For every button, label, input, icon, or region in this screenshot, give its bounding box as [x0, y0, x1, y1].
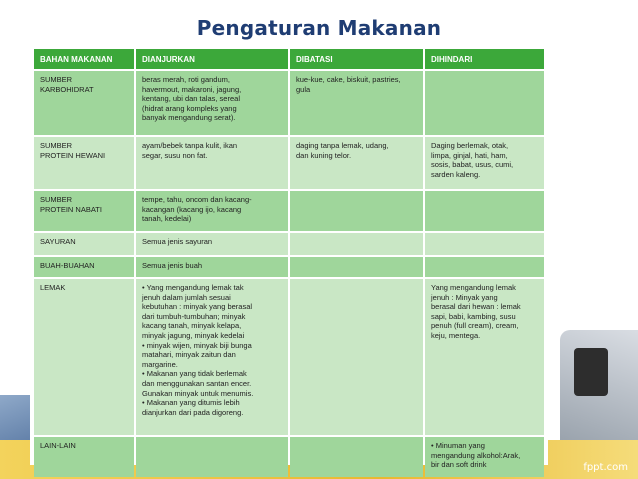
cell-text-line: • Makanan yang tidak berlemak	[142, 369, 247, 379]
cell-dihindari	[425, 233, 544, 255]
cell-text-line: KARBOHIDRAT	[40, 84, 94, 94]
cell-text-line: daging tanpa lemak, udang,	[296, 141, 389, 150]
header-bahan-makanan: BAHAN MAKANAN	[34, 49, 134, 69]
cell-text-line: Semua jenis buah	[142, 261, 203, 270]
cell-text-line: kentang, ubi dan talas, sereal	[142, 94, 240, 104]
cell-text-line: kue-kue, cake, biskuit, pastries,	[296, 75, 401, 84]
cell-text-line: Yang mengandung lemak	[431, 283, 516, 292]
cell-text-line: limpa, ginjal, hati, ham,	[431, 150, 508, 160]
cell-text-line: SUMBER	[40, 195, 73, 204]
table-row	[34, 71, 544, 135]
cell-dianjurkan	[136, 233, 288, 255]
cell-dianjurkan	[136, 191, 288, 231]
cell-text-line: dan kuning telor.	[296, 150, 352, 160]
cell-dianjurkan	[136, 71, 288, 135]
cell-dibatasi	[290, 279, 423, 435]
cell-bahan	[34, 437, 134, 477]
cell-dihindari	[425, 257, 544, 277]
cell-text-line: sapi, babi, kambing, susu	[431, 311, 516, 321]
cell-bahan	[34, 279, 134, 435]
cell-bahan	[34, 71, 134, 135]
cell-text-line: matahari, minyak zaitun dan	[142, 350, 236, 360]
cell-text-line: Gunakan minyak untuk menumis.	[142, 388, 254, 398]
cell-text-line: tanah, kedelai)	[142, 214, 192, 224]
cell-text-line: kebutuhan : minyak yang berasal	[142, 302, 253, 312]
cell-text-line: BUAH-BUAHAN	[40, 261, 95, 270]
table-row	[34, 437, 544, 477]
cell-text-line: (hidrat arang kompleks yang	[142, 103, 237, 113]
cell-text-line: kacangan (kacang ijo, kacang	[142, 204, 242, 214]
cell-dihindari	[425, 71, 544, 135]
cell-text-line: SAYURAN	[40, 237, 76, 246]
diet-table	[32, 47, 546, 479]
cell-text-line: Daging berlemak, otak,	[431, 141, 509, 150]
cell-dianjurkan	[136, 137, 288, 189]
cell-dianjurkan	[136, 279, 288, 435]
watermark: fppt.com	[583, 462, 628, 473]
cell-text-line: Semua jenis sayuran	[142, 237, 213, 246]
table-row	[34, 191, 544, 231]
cell-text-line: berasal dari hewan : lemak	[431, 302, 521, 312]
table-row	[34, 137, 544, 189]
cell-text-line: havermout, makaroni, jagung,	[142, 84, 242, 94]
table-row	[34, 257, 544, 277]
cell-dihindari	[425, 279, 544, 435]
cell-text-line: keju, mentega.	[431, 330, 481, 340]
cell-text-line: tempe, tahu, oncom dan kacang-	[142, 195, 252, 204]
cell-text-line: LEMAK	[40, 283, 66, 292]
cell-dianjurkan	[136, 437, 288, 477]
cell-text-line: minyak jagung, minyak kedelai	[142, 330, 245, 340]
cell-text-line: SUMBER	[40, 75, 73, 84]
cell-text-line: jenuh dalam jumlah sesuai	[142, 292, 231, 302]
cell-dibatasi	[290, 257, 423, 277]
table-row	[34, 279, 544, 435]
cell-text-line: SUMBER	[40, 141, 73, 150]
diet-table-container	[30, 45, 548, 470]
cell-text-line: kacang tanah, minyak kelapa,	[142, 321, 242, 331]
cell-text-line: • minyak wijen, minyak biji bunga	[142, 340, 252, 350]
cell-text-line: • Minuman yang	[431, 441, 485, 450]
cell-text-line: sarden kaleng.	[431, 169, 481, 179]
cell-text-line: • Yang mengandung lemak tak	[142, 283, 244, 292]
cell-dibatasi	[290, 137, 423, 189]
cell-text-line: banyak mengandung serat).	[142, 113, 236, 123]
cell-text-line: dan menggunakan santan encer.	[142, 378, 252, 388]
table-header-row	[34, 49, 544, 69]
cell-text-line: ayam/bebek tanpa kulit, ikan	[142, 141, 238, 150]
cell-text-line: sosis, babat, usus, cumi,	[431, 160, 514, 170]
cell-text-line: dianjurkan dari pada digoreng.	[142, 407, 244, 417]
cell-text-line: dari tumbuh-tumbuhan; minyak	[142, 311, 246, 321]
cell-dibatasi	[290, 233, 423, 255]
cell-text-line: margarine.	[142, 359, 178, 369]
cell-text-line: LAIN-LAIN	[40, 441, 76, 450]
cell-text-line: PROTEIN HEWANI	[40, 150, 106, 160]
cell-text-line: PROTEIN NABATI	[40, 204, 102, 214]
cell-bahan	[34, 257, 134, 277]
cell-text-line: jenuh : Minyak yang	[431, 292, 498, 302]
cell-text-line: mengandung alkohol:Arak,	[431, 450, 521, 460]
cell-text-line: • Makanan yang ditumis lebih	[142, 398, 240, 408]
table-row	[34, 233, 544, 255]
cell-text-line: penuh (full cream), cream,	[431, 321, 519, 331]
header-dianjurkan: DIANJURKAN	[136, 49, 288, 69]
cell-text-line: segar, susu non fat.	[142, 150, 208, 160]
cell-dihindari	[425, 437, 544, 477]
cell-dibatasi	[290, 437, 423, 477]
cell-text-line: gula	[296, 84, 311, 94]
slide-title: Pengaturan Makanan	[196, 16, 442, 40]
cell-dibatasi	[290, 191, 423, 231]
cell-bahan	[34, 233, 134, 255]
cell-dihindari	[425, 191, 544, 231]
cell-bahan	[34, 137, 134, 189]
cell-bahan	[34, 191, 134, 231]
header-dihindari: DIHINDARI	[425, 49, 544, 69]
cell-text-line: bir dan soft drink	[431, 460, 487, 470]
cell-dianjurkan	[136, 257, 288, 277]
decorative-device-image	[560, 330, 638, 440]
cell-dibatasi	[290, 71, 423, 135]
cell-text-line: beras merah, roti gandum,	[142, 75, 230, 84]
cell-dihindari	[425, 137, 544, 189]
header-dibatasi: DIBATASI	[290, 49, 423, 69]
